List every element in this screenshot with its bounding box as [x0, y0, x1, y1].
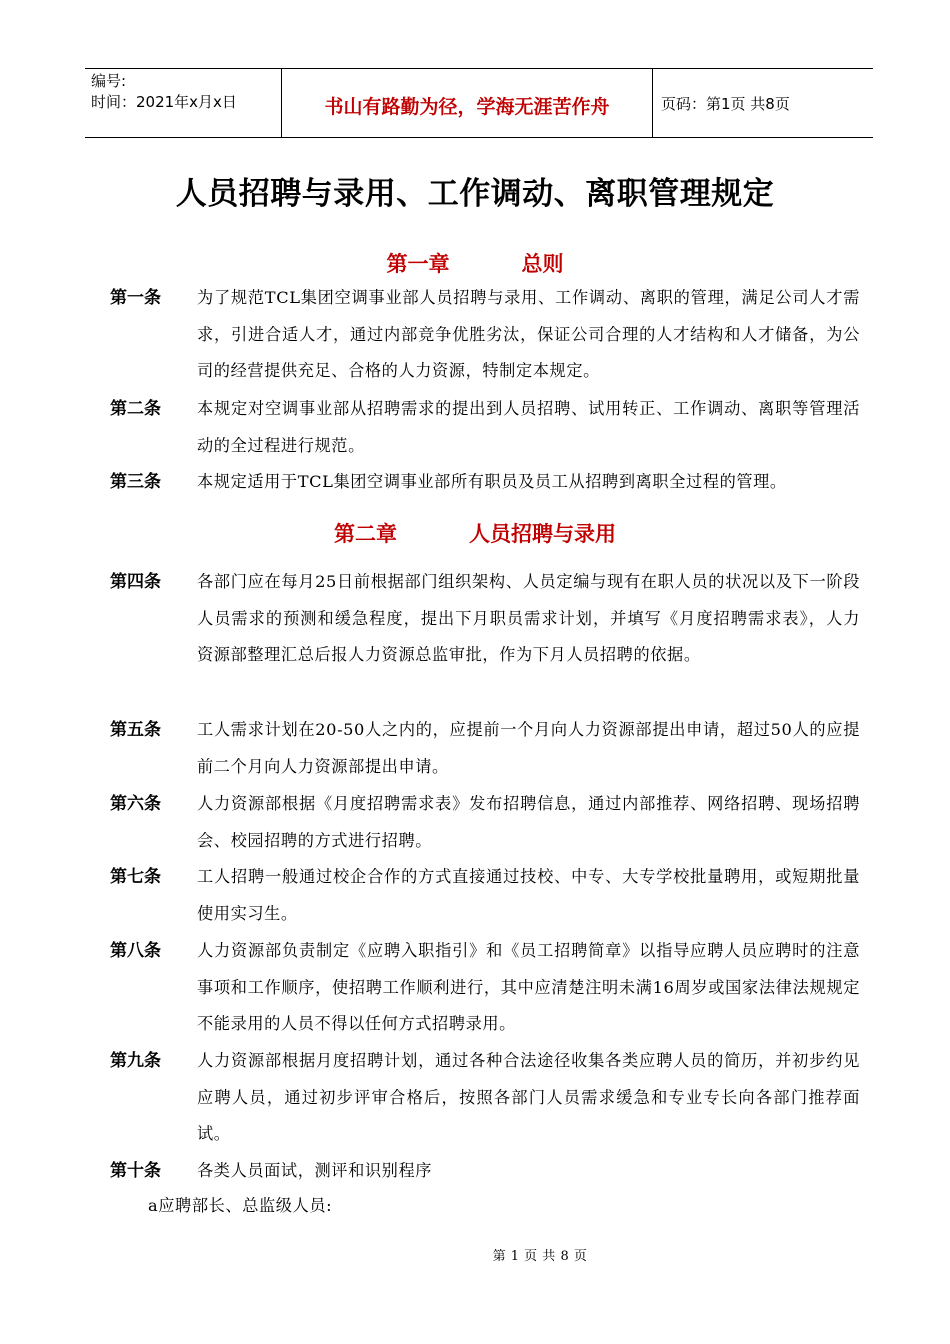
article-text: 各部门应在每月25日前根据部门组织架构、人员定编与现有在职人员的状况以及下一阶段人员需求的预测和缓急程度，提出下月职员需求计划，并填写《月度招聘需求表》，人力资源部整理汇总后报人力资源总监审批，作为下月人员招聘的依据。: [197, 572, 860, 664]
article-8: [110, 933, 860, 1043]
article-text: 本规定适用于TCL集团空调事业部所有职员及员工从招聘到离职全过程的管理。: [197, 472, 787, 491]
article-text: 各类人员面试，测评和识别程序: [197, 1161, 433, 1180]
article-label: 第一条: [110, 288, 161, 308]
article-7: [110, 859, 860, 932]
article-text: 人力资源部根据月度招聘计划，通过各种合法途径收集各类应聘人员的简历，并初步约见应聘人员，通过初步评审合格后，按照各部门人员需求缓急和专业专长向各部门推荐面试。: [197, 1051, 860, 1143]
page-footer: 第 1 页 共 8 页: [492, 1249, 588, 1264]
article-label: 第七条: [110, 867, 161, 887]
article-text: 本规定对空调事业部从招聘需求的提出到人员招聘、试用转正、工作调动、离职等管理活动的全过程进行规范。: [197, 399, 860, 455]
document-title: 人员招聘与录用、工作调动、离职管理规定: [175, 176, 775, 212]
chapter-2-heading: [0, 518, 950, 548]
article-9: [110, 1043, 860, 1153]
article-text: 人力资源部负责制定《应聘入职指引》和《员工招聘简章》以指导应聘人员应聘时的注意事项和工作顺序，使招聘工作顺利进行，其中应清楚注明未满16周岁或国家法律法规规定不能录用的人员不得以任何方式招聘录用。: [197, 941, 860, 1033]
number-label: 编号:: [91, 72, 127, 90]
article-text: 人力资源部根据《月度招聘需求表》发布招聘信息，通过内部推荐、网络招聘、现场招聘会、校园招聘的方式进行招聘。: [197, 794, 860, 850]
article-label: 第十条: [110, 1161, 161, 1181]
chapter-1-heading: [0, 248, 950, 278]
chapter-2-number: 第二章: [334, 522, 397, 546]
article-label: 第六条: [110, 794, 161, 814]
time-label: 时间：2021年x月x日: [91, 93, 237, 111]
article-label: 第八条: [110, 941, 161, 961]
article-text: 工人招聘一般通过校企合作的方式直接通过技校、中专、大专学校批量聘用，或短期批量使用实习生。: [197, 867, 860, 923]
header-meta: [85, 69, 281, 137]
header-table: [85, 68, 873, 138]
article-label: 第五条: [110, 720, 161, 740]
header-motto: 书山有路勤为径，学海无涯苦作舟: [281, 69, 653, 137]
article-4: [110, 564, 860, 674]
article-1: [110, 280, 860, 390]
sub-item-a: a应聘部长、总监级人员:: [148, 1196, 333, 1215]
article-text: 工人需求计划在20-50人之内的，应提前一个月向人力资源部提出申请，超过50人的应提前二个月向人力资源部提出申请。: [197, 720, 860, 776]
chapter-1-name: 总则: [521, 252, 564, 276]
article-label: 第三条: [110, 472, 161, 492]
article-3: [110, 464, 860, 501]
article-label: 第九条: [110, 1051, 161, 1071]
article-5: [110, 712, 860, 785]
header-page-info: 页码：第1页 共8页: [661, 94, 790, 113]
article-10: [110, 1153, 860, 1190]
article-6: [110, 786, 860, 859]
chapter-1-number: 第一章: [386, 252, 450, 276]
article-label: 第四条: [110, 572, 161, 592]
article-2: [110, 391, 860, 464]
article-text: 为了规范TCL集团空调事业部人员招聘与录用、工作调动、离职的管理，满足公司人才需求，引进合适人才，通过内部竞争优胜劣汰，保证公司合理的人才结构和人才储备，为公司的经营提供充足、合格的人力资源，特制定本规定。: [197, 288, 860, 380]
article-label: 第二条: [110, 399, 161, 419]
chapter-2-name: 人员招聘与录用: [469, 522, 616, 546]
